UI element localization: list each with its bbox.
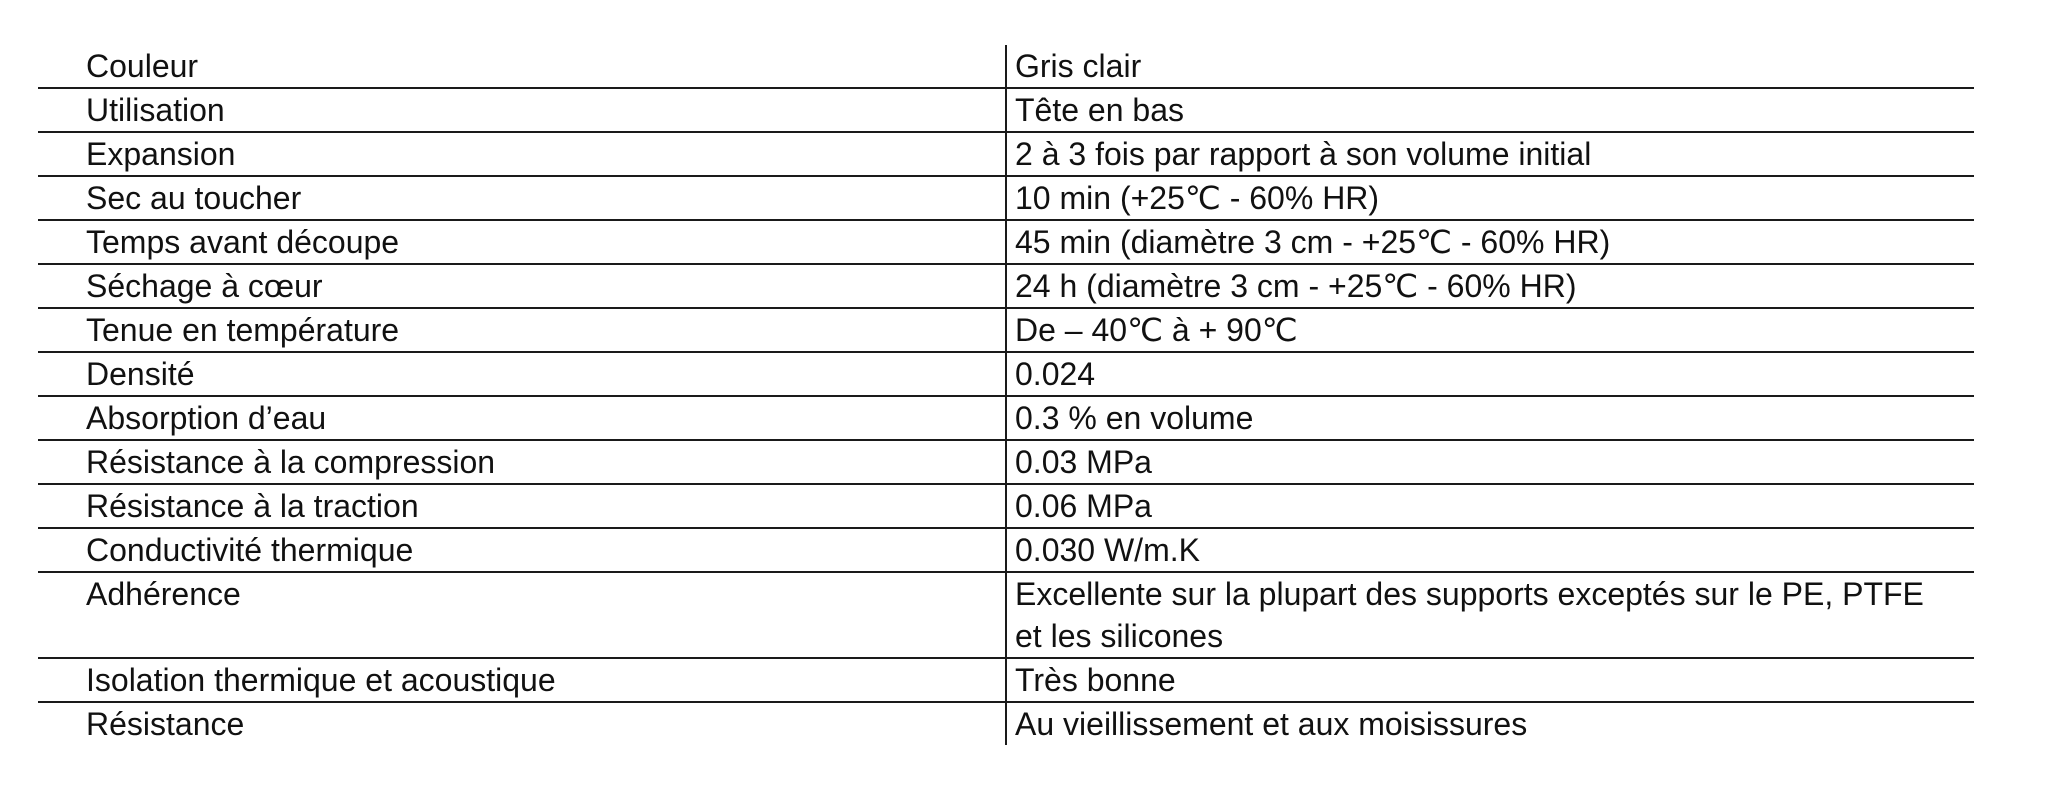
- property-value: Gris clair: [1006, 45, 1974, 88]
- property-value: Excellente sur la plupart des supports exceptés sur le PE, PTFE et les silicones: [1006, 572, 1974, 658]
- property-value: 0.06 MPa: [1006, 484, 1974, 528]
- property-value: De – 40℃ à + 90℃: [1006, 308, 1974, 352]
- property-value: Au vieillissement et aux moisissures: [1006, 702, 1974, 745]
- table-row: [38, 88, 1974, 132]
- property-value: 0.024: [1006, 352, 1974, 396]
- property-label: Isolation thermique et acoustique: [38, 658, 1006, 702]
- table-row: [38, 528, 1974, 572]
- table-row: [38, 45, 1974, 88]
- property-label: Résistance: [86, 706, 245, 742]
- property-label: Conductivité thermique: [38, 528, 1006, 572]
- property-value: 0.3 % en volume: [1006, 396, 1974, 440]
- property-label: Densité: [38, 352, 1006, 396]
- property-label: Sec au toucher: [38, 176, 1006, 220]
- table-row: [38, 572, 1974, 658]
- property-label: Séchage à cœur: [38, 264, 1006, 308]
- properties-table: [38, 45, 1974, 745]
- property-label: Tenue en température: [38, 308, 1006, 352]
- property-label: Temps avant découpe: [38, 220, 1006, 264]
- table-row: [38, 396, 1974, 440]
- table-row: [38, 352, 1974, 396]
- property-value: 0.030 W/m.K: [1006, 528, 1974, 572]
- table-row: [38, 308, 1974, 352]
- property-value: 10 min (+25℃ - 60% HR): [1006, 176, 1974, 220]
- property-label: Résistance à la traction: [38, 484, 1006, 528]
- table-row: [38, 658, 1974, 702]
- property-value: 24 h (diamètre 3 cm - +25℃ - 60% HR): [1006, 264, 1974, 308]
- table-row: [38, 484, 1974, 528]
- table-row: [38, 702, 1974, 745]
- table-row: [38, 132, 1974, 176]
- property-label: Absorption d’eau: [38, 396, 1006, 440]
- property-label: Résistance à la compression: [38, 440, 1006, 484]
- property-label: Couleur: [38, 45, 1006, 88]
- property-value: 2 à 3 fois par rapport à son volume initial: [1006, 132, 1974, 176]
- property-label: Adhérence: [38, 572, 1006, 658]
- table-row: [38, 176, 1974, 220]
- property-value: Très bonne: [1006, 658, 1974, 702]
- table-row: [38, 440, 1974, 484]
- property-value: 45 min (diamètre 3 cm - +25℃ - 60% HR): [1006, 220, 1974, 264]
- property-label: Expansion: [38, 132, 1006, 176]
- table-row: [38, 220, 1974, 264]
- property-value: Tête en bas: [1006, 88, 1974, 132]
- property-label: Utilisation: [38, 88, 1006, 132]
- table-row: [38, 264, 1974, 308]
- property-value: 0.03 MPa: [1006, 440, 1974, 484]
